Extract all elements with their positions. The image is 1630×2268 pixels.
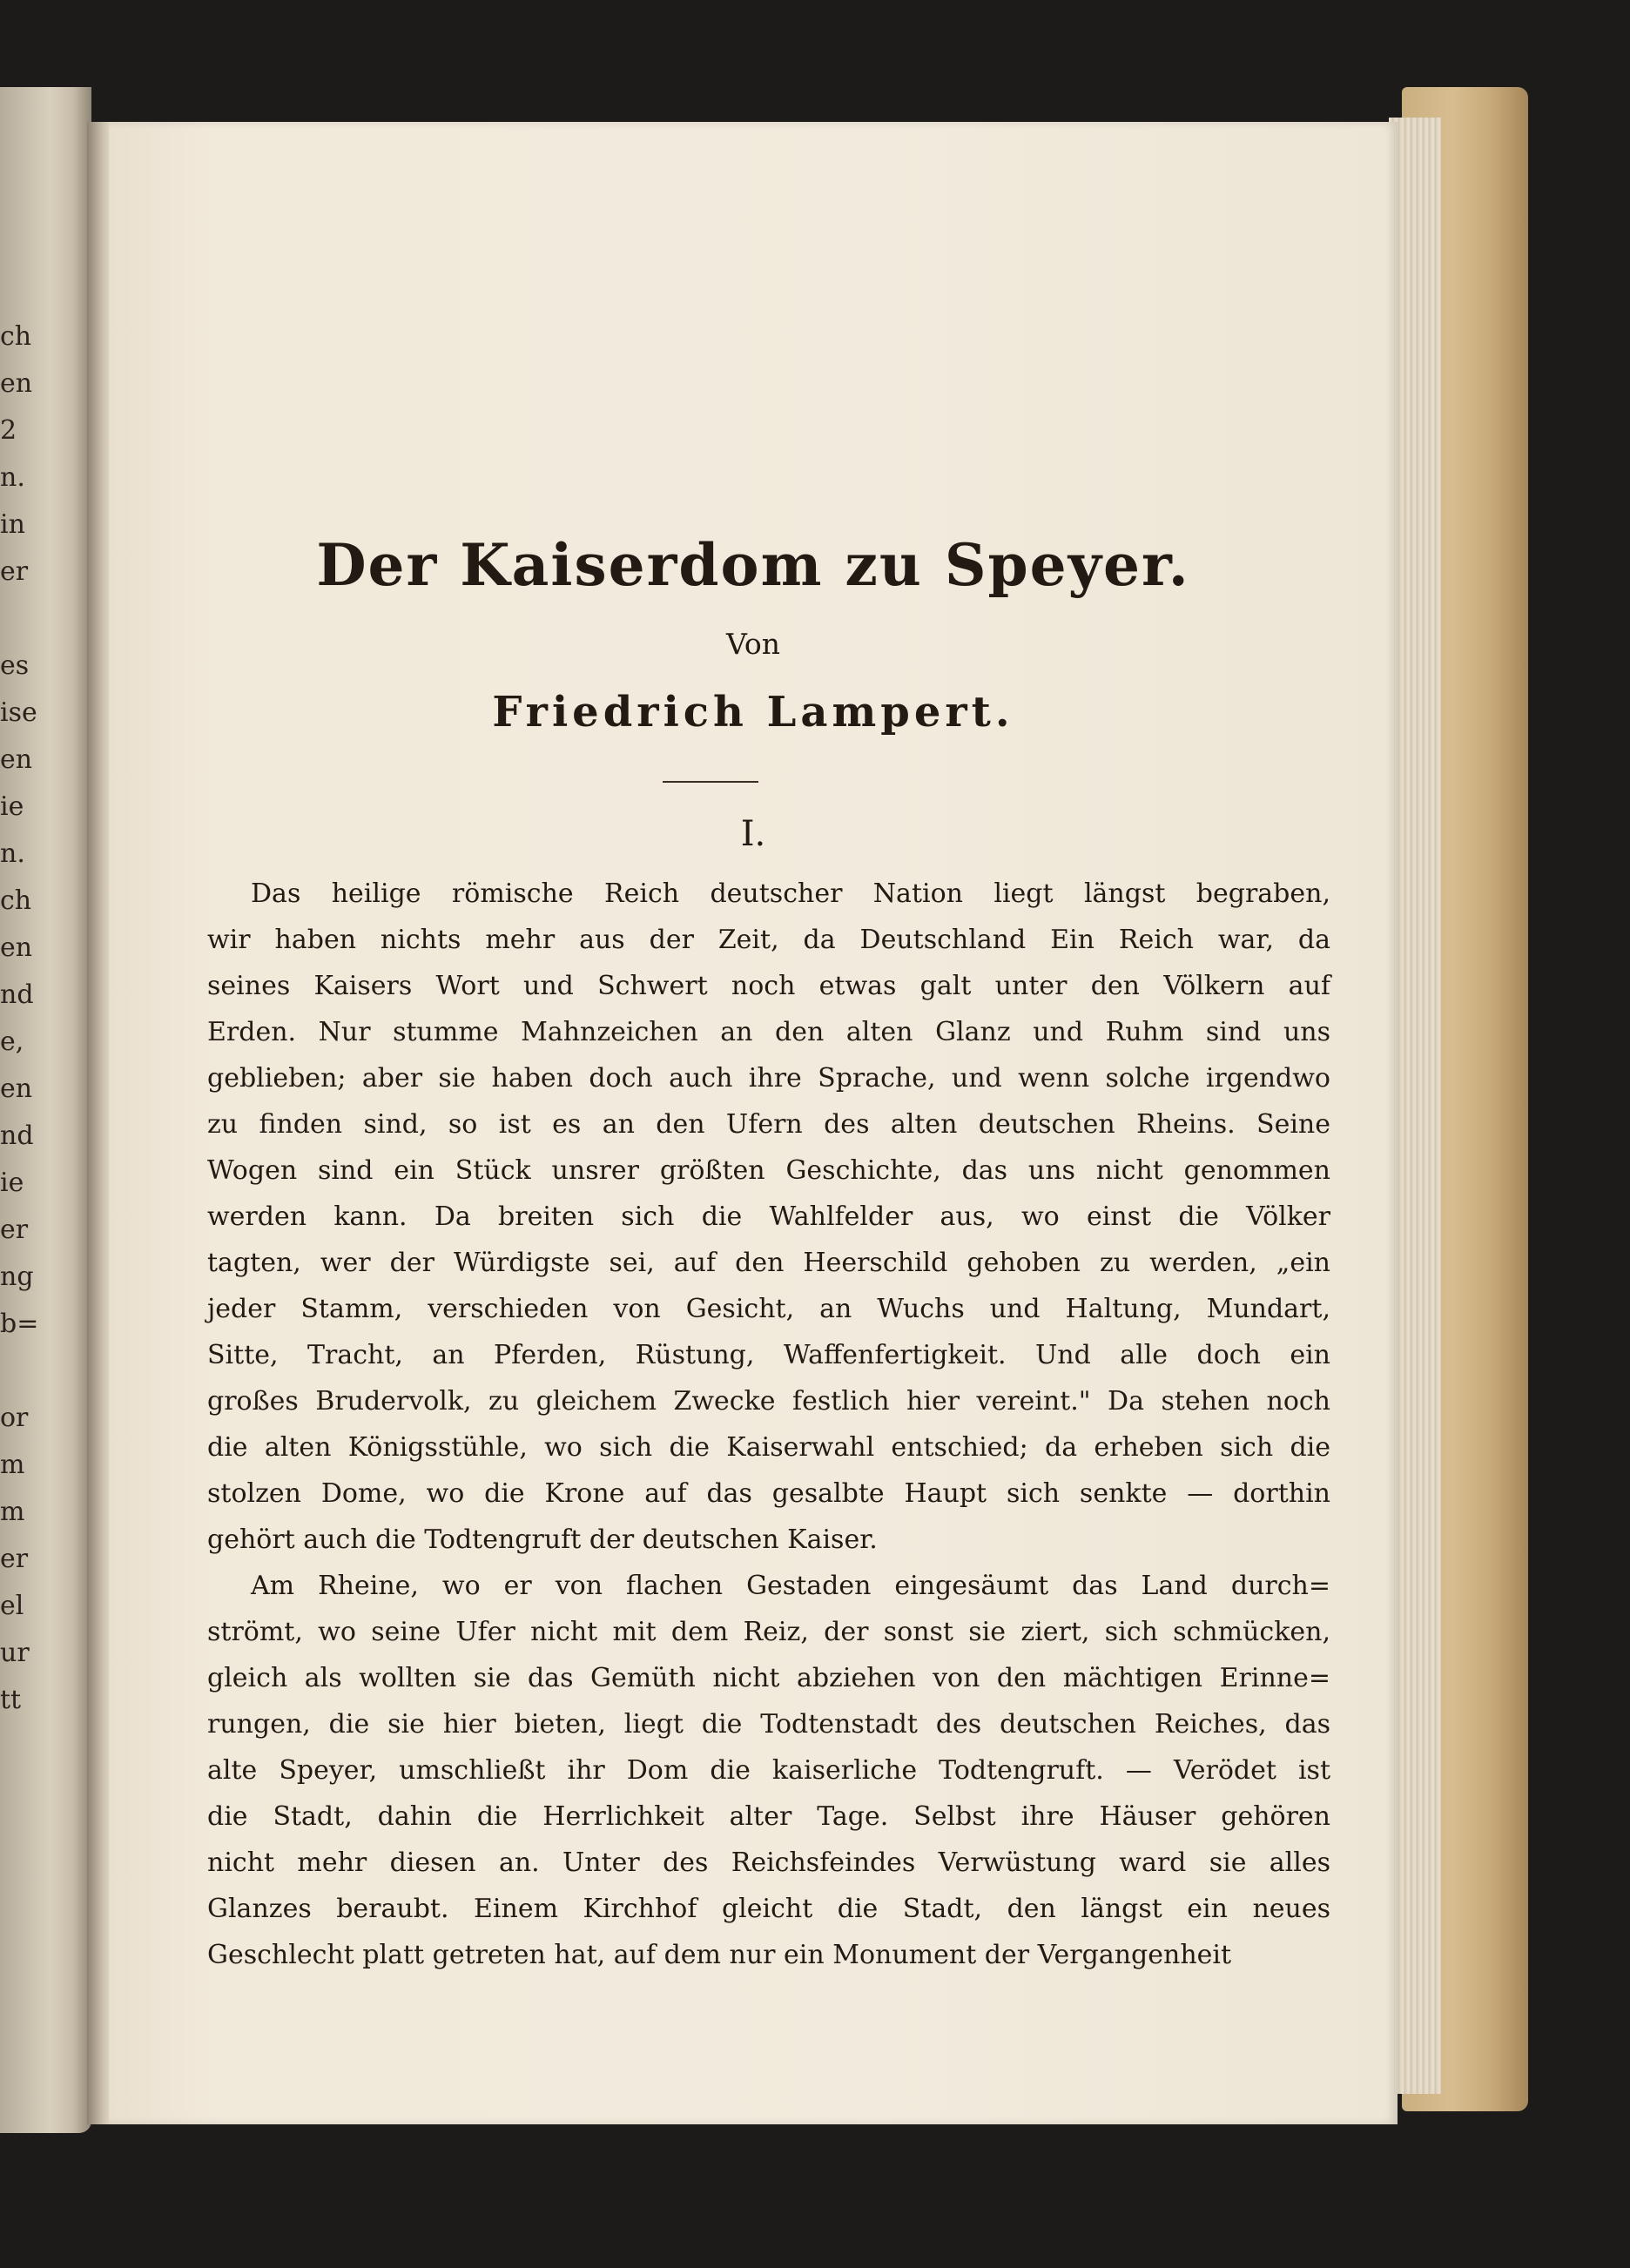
left-margin-fragment: or	[0, 1403, 29, 1433]
left-margin-fragment: ie	[0, 1168, 24, 1198]
left-margin-fragment: ng	[0, 1262, 34, 1292]
section-number: I.	[740, 814, 766, 854]
text-line: die Stadt, dahin die Herrlichkeit alter Tage. Selbst ihre Häuser gehören	[207, 1801, 1330, 1832]
left-margin-fragment: ur	[0, 1638, 30, 1668]
left-margin-fragment: ie	[0, 791, 24, 822]
text-line: Geschlecht platt getreten hat, auf dem nur ein Monument der Vergangenheit	[207, 1940, 1232, 1970]
left-margin-fragment	[0, 596, 24, 643]
left-margin-fragment: nd	[0, 1121, 34, 1151]
left-margin-fragment: e,	[0, 1026, 24, 1057]
left-margin-fragment: tt	[0, 1685, 22, 1715]
left-margin-fragment: es	[0, 650, 30, 681]
left-margin-fragment	[0, 1348, 24, 1395]
left-margin-fragment: in	[0, 509, 25, 540]
text-line: Sitte, Tracht, an Pferden, Rüstung, Waffenfertigkeit. Und alle doch ein	[207, 1340, 1330, 1370]
text-line: jeder Stamm, verschieden von Gesicht, an Wuchs und Haltung, Mundart,	[207, 1294, 1330, 1324]
text-line: Glanzes beraubt. Einem Kirchhof gleicht die Stadt, den längst ein neues	[207, 1894, 1330, 1924]
text-line: stolzen Dome, wo die Krone auf das gesalbte Haupt sich senkte — dorthin	[207, 1478, 1330, 1509]
text-line: strömt, wo seine Ufer nicht mit dem Reiz, der sonst sie ziert, sich schmücken,	[207, 1617, 1330, 1647]
left-margin-fragment: ch	[0, 321, 32, 352]
left-margin-fragment: nd	[0, 979, 34, 1010]
left-margin-fragment: er	[0, 1544, 29, 1574]
text-line: Wogen sind ein Stück unsrer größten Geschichte, das uns nicht genommen	[207, 1155, 1330, 1186]
left-margin-fragment: 2	[0, 415, 17, 446]
text-line: werden kann. Da breiten sich die Wahlfelder aus, wo einst die Völker	[207, 1201, 1330, 1232]
text-line: gehört auch die Todtengruft der deutschen Kaiser.	[207, 1524, 878, 1555]
left-margin-fragment: n.	[0, 838, 25, 869]
text-line: großes Brudervolk, zu gleichem Zwecke festlich hier vereint." Da stehen noch	[207, 1386, 1330, 1417]
left-margin-fragment: b=	[0, 1309, 39, 1339]
text-line: rungen, die sie hier bieten, liegt die Todtenstadt des deutschen Reiches, das	[207, 1709, 1330, 1740]
text-line: tagten, wer der Würdigste sei, auf den Heerschild gehoben zu werden, „ein	[207, 1248, 1330, 1278]
text-line: nicht mehr diesen an. Unter des Reichsfeindes Verwüstung ward sie alles	[207, 1847, 1330, 1878]
left-page-margin-text	[0, 313, 39, 1724]
text-line: seines Kaisers Wort und Schwert noch etwas galt unter den Völkern auf	[207, 971, 1330, 1001]
left-margin-fragment: el	[0, 1591, 24, 1621]
text-line: Erden. Nur stumme Mahnzeichen an den alten Glanz und Ruhm sind uns	[207, 1017, 1330, 1047]
left-margin-fragment: er	[0, 556, 29, 587]
left-margin-fragment: en	[0, 368, 33, 399]
left-margin-fragment: n.	[0, 462, 25, 493]
left-margin-fragment: ise	[0, 697, 37, 728]
text-line: Das heilige römische Reich deutscher Nation liegt längst begraben,	[251, 878, 1330, 909]
title-divider	[663, 781, 758, 783]
left-margin-fragment: m	[0, 1497, 25, 1527]
by-line: Von	[726, 627, 780, 661]
author-name: Friedrich Lampert.	[492, 688, 1014, 737]
article-title: Der Kaiserdom zu Speyer.	[316, 531, 1190, 599]
left-margin-fragment: en	[0, 932, 33, 963]
text-line: alte Speyer, umschließt ihr Dom die kaiserliche Todtengruft. — Verödet ist	[207, 1755, 1330, 1786]
left-margin-fragment: m	[0, 1450, 25, 1480]
left-margin-fragment: er	[0, 1215, 29, 1245]
text-line: Am Rheine, wo er von flachen Gestaden eingesäumt das Land durch=	[251, 1571, 1330, 1601]
text-line: geblieben; aber sie haben doch auch ihre Sprache, und wenn solche irgendwo	[207, 1063, 1330, 1094]
left-margin-fragment: ch	[0, 885, 32, 916]
left-margin-fragment: en	[0, 744, 33, 775]
text-line: gleich als wollten sie das Gemüth nicht abziehen von den mächtigen Erinne=	[207, 1663, 1330, 1693]
text-line: zu finden sind, so ist es an den Ufern des alten deutschen Rheins. Seine	[207, 1109, 1330, 1140]
left-margin-fragment: en	[0, 1073, 33, 1104]
text-line: die alten Königsstühle, wo sich die Kaiserwahl entschied; da erheben sich die	[207, 1432, 1330, 1463]
book-page	[109, 122, 1398, 2124]
body-text	[207, 871, 1330, 1978]
text-line: wir haben nichts mehr aus der Zeit, da Deutschland Ein Reich war, da	[207, 925, 1330, 955]
